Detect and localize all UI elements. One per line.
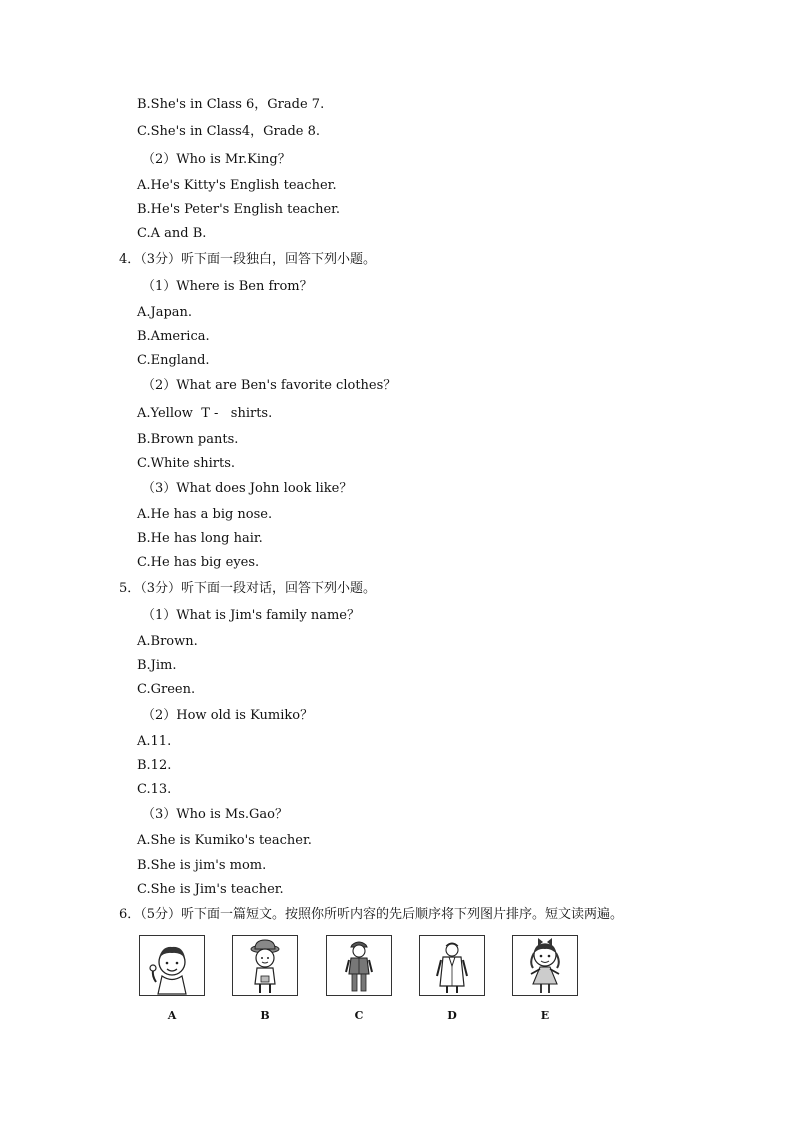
picture-label: A: [167, 1009, 177, 1022]
option-line: C.A and B.: [137, 226, 207, 241]
question-stem: （1）What is Jim's family name？: [142, 608, 360, 623]
option-line: C.He has big eyes.: [137, 555, 260, 570]
picture-e: [512, 935, 578, 996]
option-line: A.11.: [137, 734, 172, 749]
option-line: A.Yellow T - shirts.: [137, 406, 273, 421]
option-line: B.She is jim's mom.: [137, 858, 267, 873]
option-line: B.She's in Class 6，Grade 7.: [137, 97, 325, 112]
girl-with-hat-icon: [233, 936, 297, 995]
question-stem: （2）Who is Mr.King？: [142, 152, 291, 167]
question-heading: 6．（5分）听下面一篇短文。按照你所听内容的先后顺序将下列图片排序。短文读两遍。: [119, 907, 624, 922]
option-line: B.He's Peter's English teacher.: [137, 202, 341, 217]
question-heading: 4．（3分）听下面一段独白，回答下列小题。: [119, 252, 377, 267]
boy-waving-icon: [140, 936, 204, 995]
option-line: B.Jim.: [137, 658, 177, 673]
option-line: B.He has long hair.: [137, 531, 263, 546]
option-line: A.Japan.: [137, 305, 193, 320]
option-line: B.America.: [137, 329, 210, 344]
question-heading: 5．（3分）听下面一段对话，回答下列小题。: [119, 581, 377, 596]
option-line: C.Green.: [137, 682, 196, 697]
picture-label: C: [354, 1009, 364, 1022]
option-line: C.England.: [137, 353, 210, 368]
picture-d: [419, 935, 485, 996]
picture-a: [139, 935, 205, 996]
option-line: C.13.: [137, 782, 172, 797]
man-in-coat-icon: [420, 936, 484, 995]
picture-label: E: [540, 1009, 550, 1022]
option-line: A.He's Kitty's English teacher.: [137, 178, 337, 193]
question-stem: （3）Who is Ms.Gao？: [142, 807, 289, 822]
option-line: A.She is Kumiko's teacher.: [137, 833, 312, 848]
man-in-cap-icon: [327, 936, 391, 995]
picture-label: D: [447, 1009, 457, 1022]
option-line: C.White shirts.: [137, 456, 236, 471]
option-line: B.12.: [137, 758, 172, 773]
question-stem: （3）What does John look like？: [142, 481, 353, 496]
picture-label: B: [260, 1009, 270, 1022]
option-line: A.Brown.: [137, 634, 198, 649]
picture-row: [139, 935, 599, 1030]
picture-c: [326, 935, 392, 996]
girl-with-bow-icon: [513, 936, 577, 995]
question-stem: （2）What are Ben's favorite clothes？: [142, 378, 397, 393]
option-line: C.She's in Class4，Grade 8.: [137, 124, 320, 139]
option-line: C.She is Jim's teacher.: [137, 882, 284, 897]
option-line: A.He has a big nose.: [137, 507, 273, 522]
question-stem: （1）Where is Ben from？: [142, 279, 313, 294]
picture-b: [232, 935, 298, 996]
question-stem: （2）How old is Kumiko？: [142, 708, 314, 723]
option-line: B.Brown pants.: [137, 432, 239, 447]
